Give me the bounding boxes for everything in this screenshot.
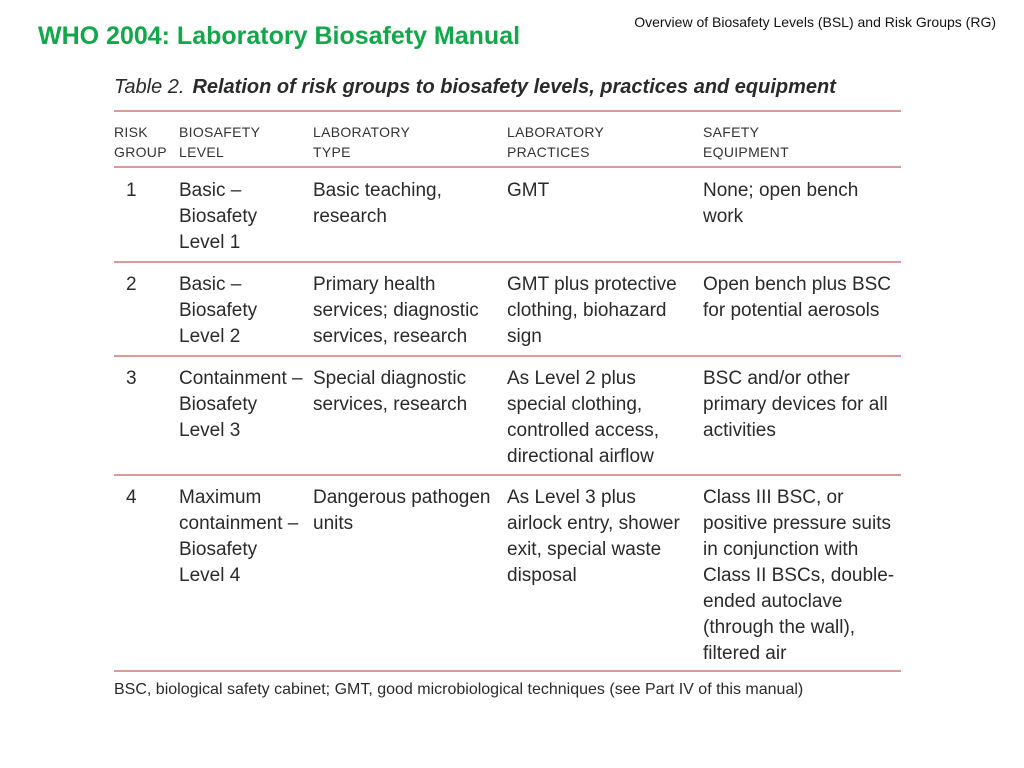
cell-laboratory-practices: GMT plus protective clothing, biohazard sign xyxy=(507,274,677,347)
header-biosafety-level: BIOSAFETY LEVEL xyxy=(179,124,261,160)
cell-laboratory-type: Basic teaching, research xyxy=(313,180,442,227)
table-top-rule xyxy=(114,110,901,112)
cell-risk-group: 4 xyxy=(126,487,137,508)
cell-risk-group: 1 xyxy=(126,180,137,201)
cell-laboratory-type: Special diagnostic services, research xyxy=(313,368,468,415)
cell-biosafety-level: Basic – Biosafety Level 2 xyxy=(179,274,258,347)
slide-title: WHO 2004: Laboratory Biosafety Manual xyxy=(38,22,521,50)
cell-laboratory-practices: GMT xyxy=(507,180,550,201)
table-label: Table 2. xyxy=(114,76,185,98)
cell-biosafety-level: Maximum containment – Biosafety Level 4 xyxy=(179,487,299,586)
cell-safety-equipment: None; open bench work xyxy=(703,180,859,227)
table-caption: Relation of risk groups to biosafety levels, practices and equipment xyxy=(192,76,836,98)
table-footnote: BSC, biological safety cabinet; GMT, good microbiological techniques (see Part IV of this manual) xyxy=(114,681,804,698)
cell-risk-group: 2 xyxy=(126,274,137,295)
header-laboratory-type: LABORATORY TYPE xyxy=(313,124,411,160)
row-divider xyxy=(114,355,901,357)
cell-laboratory-practices: As Level 2 plus special clothing, controlled access, directional airflow xyxy=(507,368,660,467)
cell-laboratory-type: Primary health services; diagnostic services, research xyxy=(313,274,479,347)
header-safety-equipment: SAFETY EQUIPMENT xyxy=(703,124,789,160)
slide-subtitle: Overview of Biosafety Levels (BSL) and Risk Groups (RG) xyxy=(634,14,996,30)
table-title xyxy=(114,76,836,99)
cell-safety-equipment: Open bench plus BSC for potential aerosols xyxy=(703,274,892,321)
cell-risk-group: 3 xyxy=(126,368,137,389)
header-risk-group: RISK GROUP xyxy=(114,124,167,160)
cell-biosafety-level: Basic – Biosafety Level 1 xyxy=(179,180,258,253)
cell-laboratory-practices: As Level 3 plus airlock entry, shower exit, special waste disposal xyxy=(507,487,680,586)
header-bottom-rule xyxy=(114,166,901,168)
cell-safety-equipment: Class III BSC, or positive pressure suits in conjunction with Class II BSCs, double- ended autoclave (through the wall), filtered air xyxy=(703,487,895,664)
cell-laboratory-type: Dangerous pathogen units xyxy=(313,487,491,534)
header-laboratory-practices: LABORATORY PRACTICES xyxy=(507,124,605,160)
cell-biosafety-level: Containment – Biosafety Level 3 xyxy=(179,368,303,441)
table-bottom-rule xyxy=(114,670,901,672)
row-divider xyxy=(114,474,901,476)
row-divider xyxy=(114,261,901,263)
cell-safety-equipment: BSC and/or other primary devices for all activities xyxy=(703,368,888,441)
